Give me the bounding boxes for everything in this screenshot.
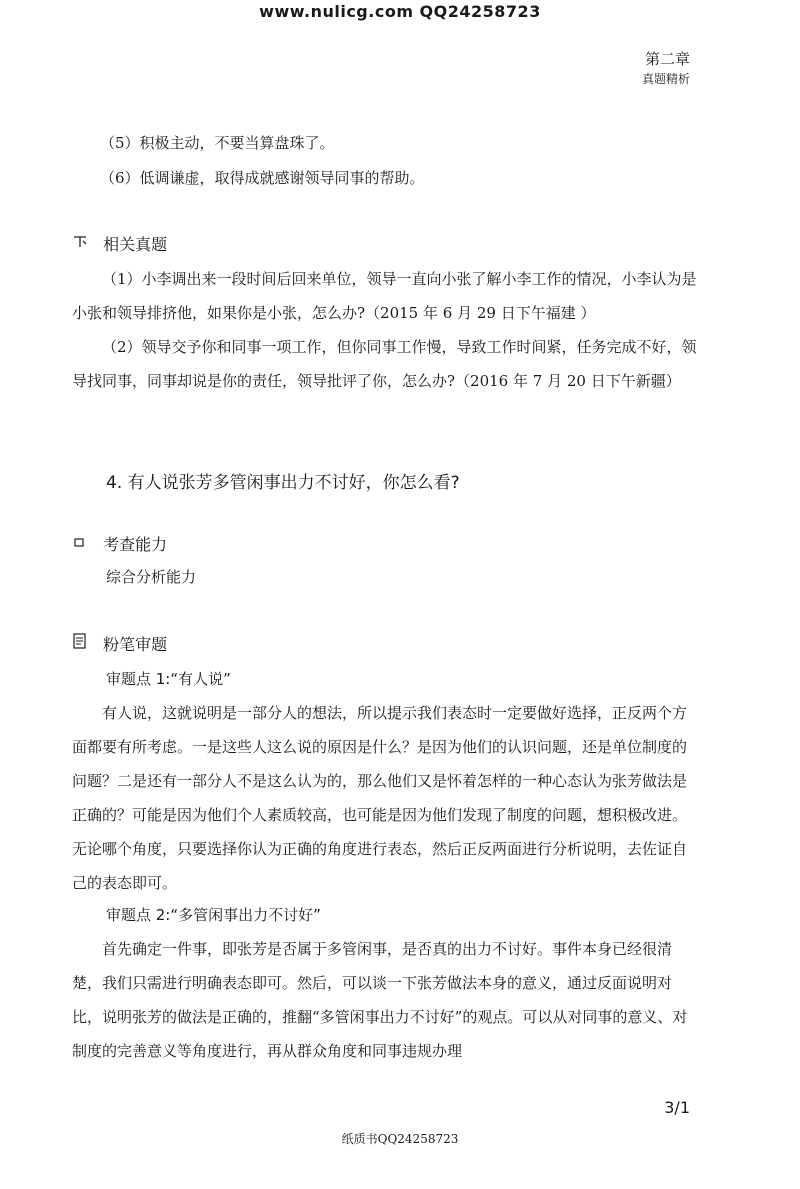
ability-heading-text: 考查能力 <box>103 535 168 554</box>
related-item-1: （1）小李调出来一段时间后回来单位，领导一直向小张了解小李工作的情况，小李认为是小张和领导排挤他，如果你是小张，怎么办?（2015 年 6 月 29 日下午福建 ） <box>72 270 697 322</box>
ability-content: 综合分析能力 <box>106 568 197 586</box>
ability-heading <box>72 528 167 562</box>
list-item: （5）积极主动，不要当算盘珠了。 <box>100 134 335 152</box>
point2-text: 首先确定一件事，即张芳是否属于多管闲事，是否真的出力不讨好。事件本身已经很清楚，我们只需进行明确表态即可。然后，可以谈一下张芳做法本身的意义，通过反面说明对比，说明张芳的做法是正确的，推翻“多管闲事出力不讨好”的观点。可以从对同事的意义、对制度的完善意义等角度进行，再从群众角度和同事违规办理 <box>72 940 688 1060</box>
analysis-heading-text: 粉笔审题 <box>103 635 168 654</box>
page-number: 3/1 <box>664 1098 690 1117</box>
related-heading-text: 相关真题 <box>103 235 168 254</box>
question-title: 4. 有人说张芳多管闲事出力不讨好，你怎么看? <box>106 473 460 493</box>
top-watermark: www.nulicg.com QQ24258723 <box>259 2 541 21</box>
square-bullet-icon <box>72 528 88 544</box>
bottom-watermark: 纸质书QQ24258723 <box>341 1132 459 1146</box>
document-corner-icon <box>72 228 88 244</box>
point2-title: 审题点 2:“多管闲事出力不讨好” <box>106 906 321 924</box>
point1-text: 有人说，这就说明是一部分人的想法，所以提示我们表态时一定要做好选择，正反两个方面都要有所考虑。一是这些人这么说的原因是什么？是因为他们的认识问题，还是单位制度的问题？二是还有一部分人不是这么认为的，那么他们又是怀着怎样的一种心态认为张芳做法是正确的？可能是因为他们个人素质较高，也可能是因为他们发现了制度的问题，想积极改进。无论哪个角度，只要选择你认为正确的角度进行表态，然后正反两面进行分析说明，去佐证自己的表态即可。 <box>72 704 688 892</box>
analysis-heading <box>72 628 167 662</box>
chapter-label: 第二章 <box>644 50 690 68</box>
section-label: 真题精析 <box>641 72 690 86</box>
related-item-2: （2）领导交予你和同事一项工作，但你同事工作慢，导致工作时间紧，任务完成不好，领导找同事，同事却说是你的责任，领导批评了你，怎么办?（2016 年 7 月 20 日下午新疆） <box>72 338 697 390</box>
point1-title: 审题点 1:“有人说” <box>106 670 231 688</box>
list-item: （6）低调谦虚，取得成就感谢领导同事的帮助。 <box>100 169 425 187</box>
notebook-icon <box>72 628 88 644</box>
related-heading <box>72 228 167 262</box>
